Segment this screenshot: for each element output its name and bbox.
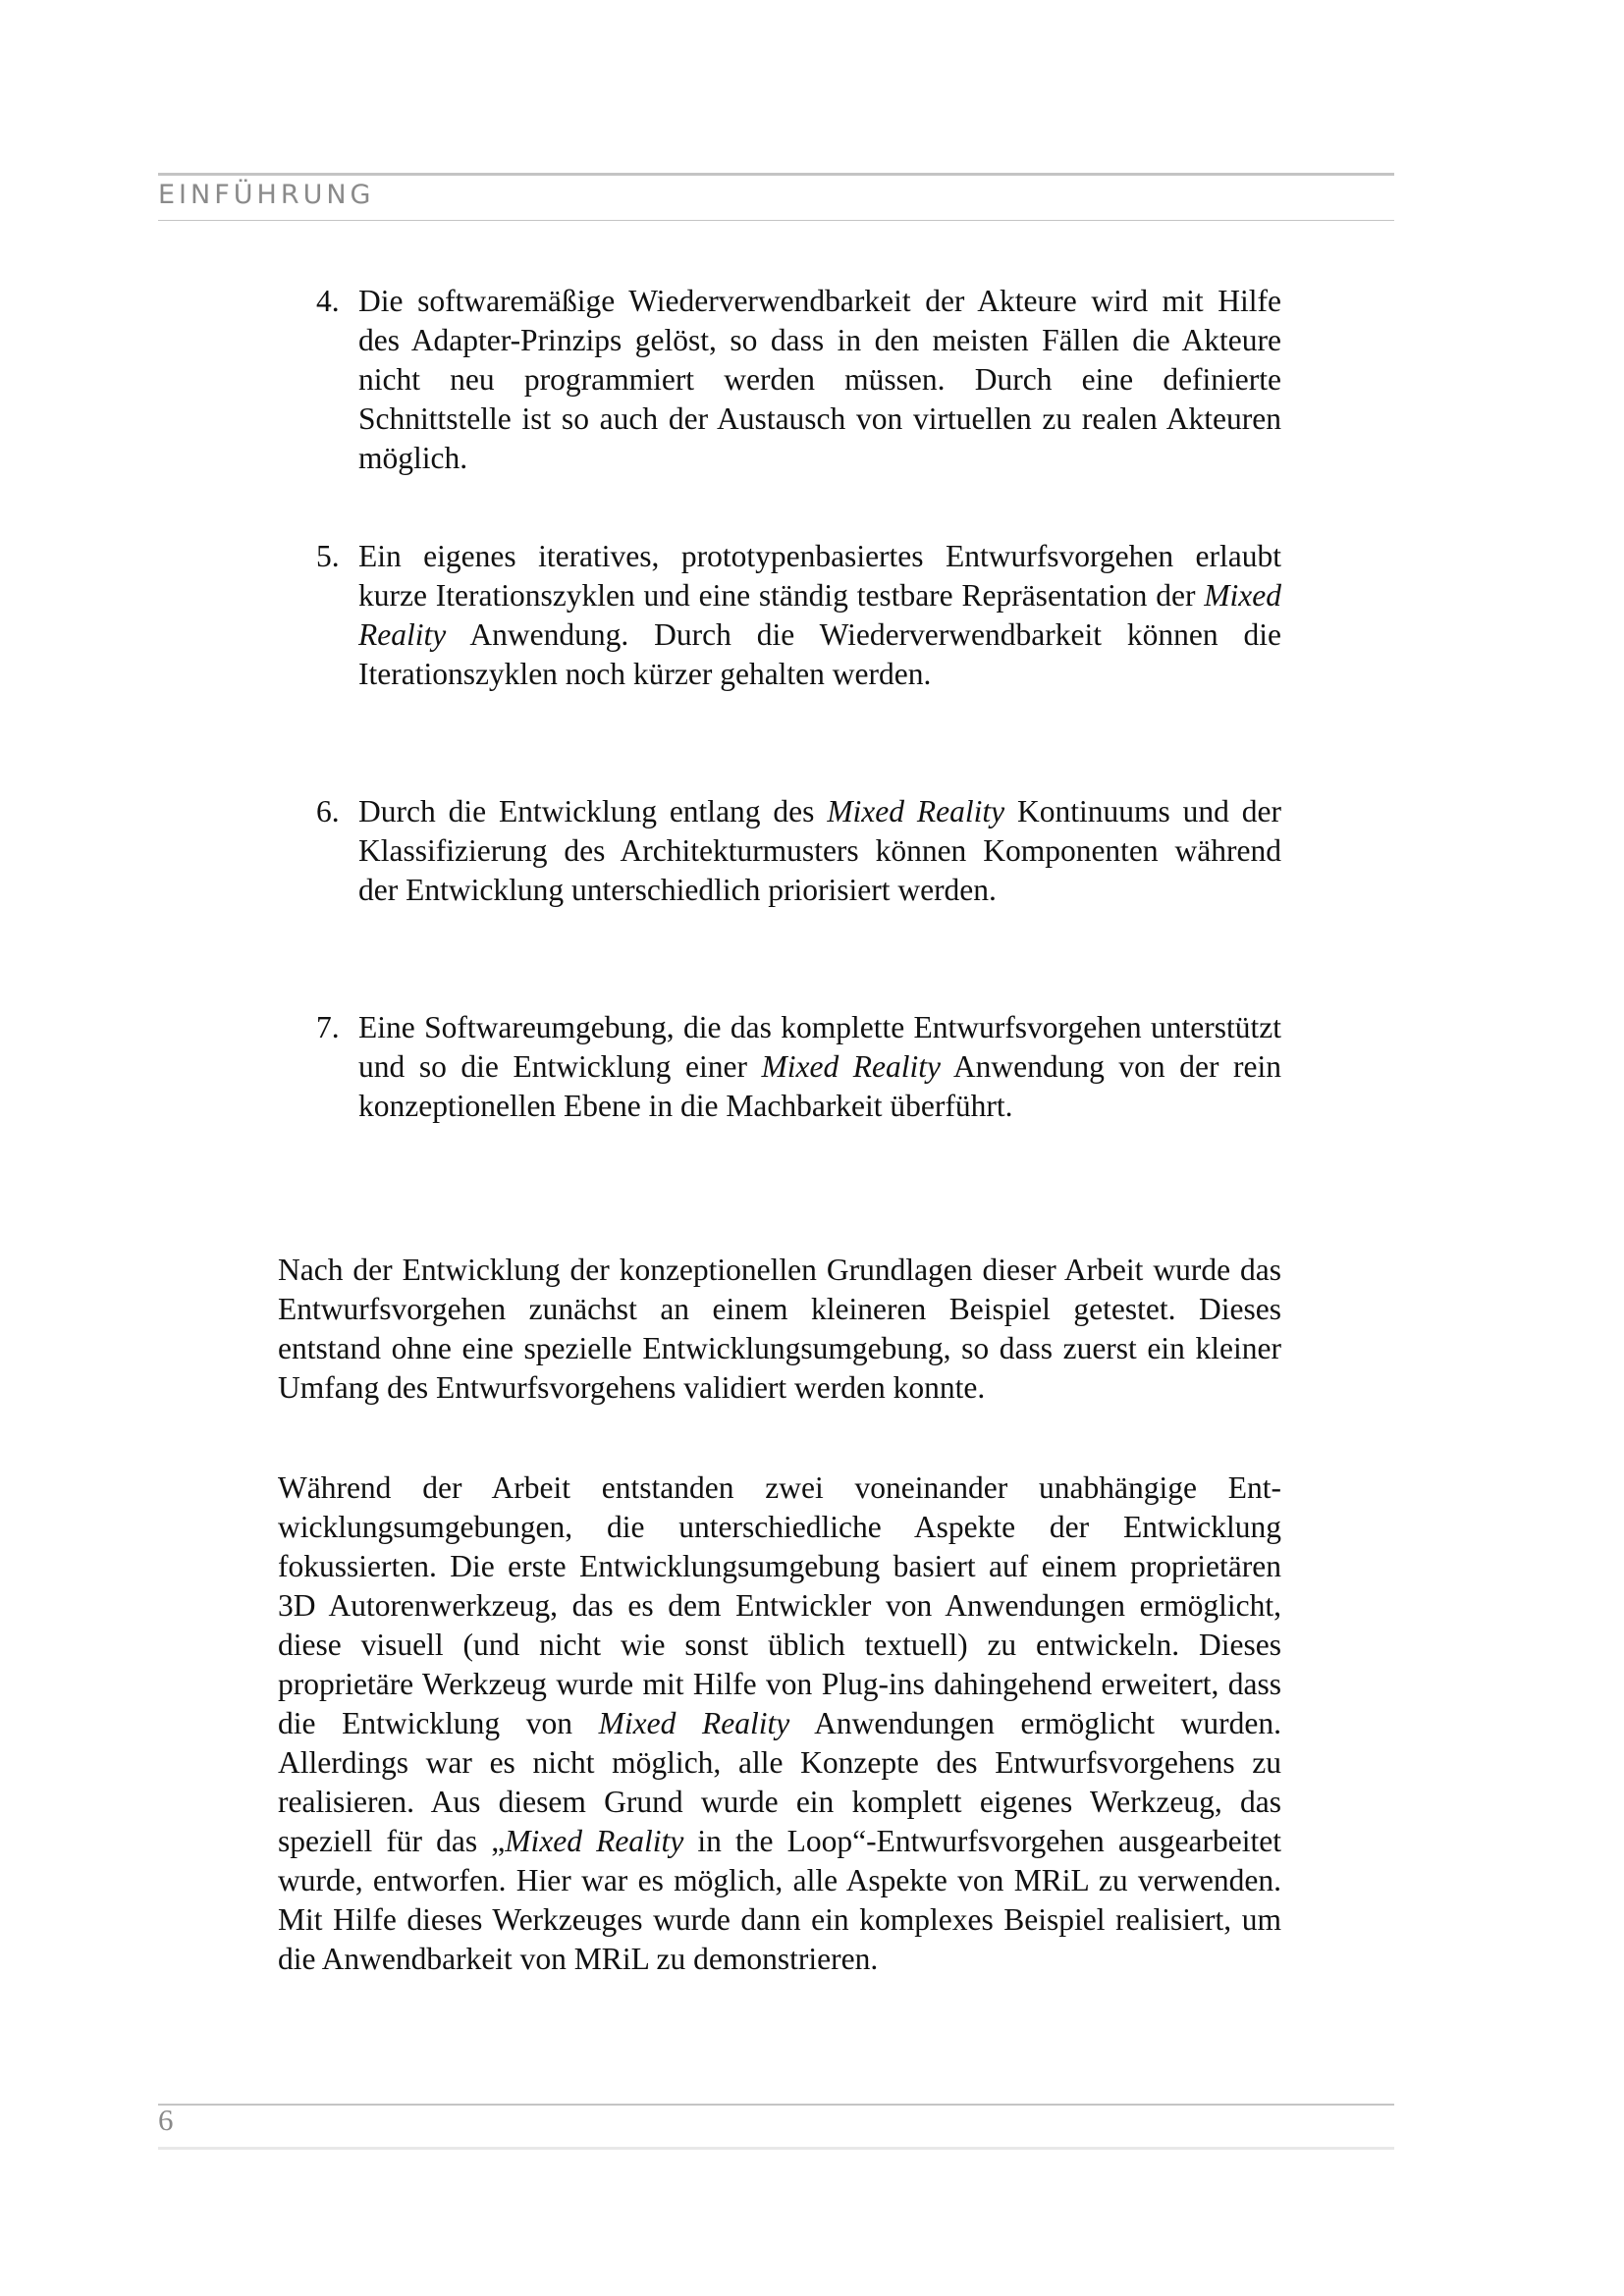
running-header-title: EINFÜHRUNG	[158, 180, 375, 210]
list-item	[316, 537, 1281, 694]
list-item-text: Ein eigenes iteratives, prototypenbasiertes Entwurfsvorgehen erlaubt kurze Iterationszyklen und eine ständig testbare Repräsentation der Mixed Reality Anwendung. Durch die Wiederverwendbarkeit können die Iterationszyklen noch kürzer gehalten werden.	[358, 539, 1281, 691]
list-item	[316, 792, 1281, 910]
footer-bottom-rule	[158, 2147, 1394, 2150]
body-paragraph: Nach der Entwicklung der konzeptionellen Grundlagen dieser Arbeit wurde das Entwurfsvorgehen zunächst an einem kleineren Beispiel getestet. Dieses entstand ohne eine spezielle Entwicklungsumgebung, so dass zuerst ein kleiner Umfang des Entwurfsvorgehens validiert werden konnte.	[278, 1253, 1281, 1405]
list-item-number: 5.	[316, 539, 340, 573]
list-item-text: Durch die Entwicklung entlang des Mixed Reality Kontinuums und der Klassifizierung des Architekturmusters können Komponenten während der Entwicklung unterschiedlich priorisiert werden.	[358, 794, 1281, 907]
list-item-number: 4.	[316, 284, 340, 318]
header-top-rule	[158, 173, 1394, 176]
footer-top-rule	[158, 2104, 1394, 2106]
page-number: 6	[158, 2103, 174, 2137]
emphasis-term: Mixed Reality	[827, 794, 1005, 828]
list-item-number: 7.	[316, 1010, 340, 1044]
list-item	[316, 1008, 1281, 1126]
body-paragraph: Während der Arbeit entstanden zwei voneinander unabhängige Entwicklungsumgebungen, die unterschiedliche Aspekte der Entwicklung fokussierten. Die erste Entwicklungsumgebung basiert auf einem proprietären 3D Autorenwerkzeug, das es dem Entwickler von Anwendungen ermöglicht, diese visuell (und nicht wie sonst üblich textuell) zu entwickeln. Dieses proprietäre Werkzeug wurde mit Hilfe von Plug-ins dahingehend erweitert, dass die Entwicklung von Mixed Reality Anwendungen ermöglicht wurden. Allerdings war es nicht möglich, alle Konzepte des Entwurfsvorgehens zu realisieren. Aus diesem Grund wurde ein komplett eigenes Werkzeug, das speziell für das „Mixed Reality in the Loop“-Entwurfsvorgehen ausgearbeitet wurde, entworfen. Hier war es möglich, alle Aspekte von MRiL zu verwenden. Mit Hilfe dieses Werkzeuges wurde dann ein komplexes Beispiel realisiert, um die Anwendbarkeit von MRiL zu demonstrieren.	[278, 1470, 1281, 1976]
emphasis-term: Mixed Reality	[598, 1706, 790, 1740]
list-item-text: Eine Softwareumgebung, die das komplette Entwurfsvorgehen unterstützt und so die Entwicklung einer Mixed Reality Anwendung von der rein konzeptionellen Ebene in die Machbarkeit überführt.	[358, 1010, 1282, 1123]
list-item-text: Die softwaremäßige Wiederverwendbarkeit der Akteure wird mit Hilfe des Adapter-Prinzips gelöst, so dass in den meisten Fällen die Akteure nicht neu programmiert werden müssen. Durch eine definierte Schnittstelle ist so auch der Austausch von virtuellen zu realen Akteuren möglich.	[358, 284, 1281, 475]
list-item	[316, 282, 1281, 478]
emphasis-term: Mixed Reality	[505, 1824, 684, 1858]
emphasis-term: Mixed Reality	[358, 578, 1281, 652]
list-item-number: 6.	[316, 794, 340, 828]
header-bottom-rule	[158, 220, 1394, 221]
emphasis-term: Mixed Reality	[761, 1049, 942, 1084]
